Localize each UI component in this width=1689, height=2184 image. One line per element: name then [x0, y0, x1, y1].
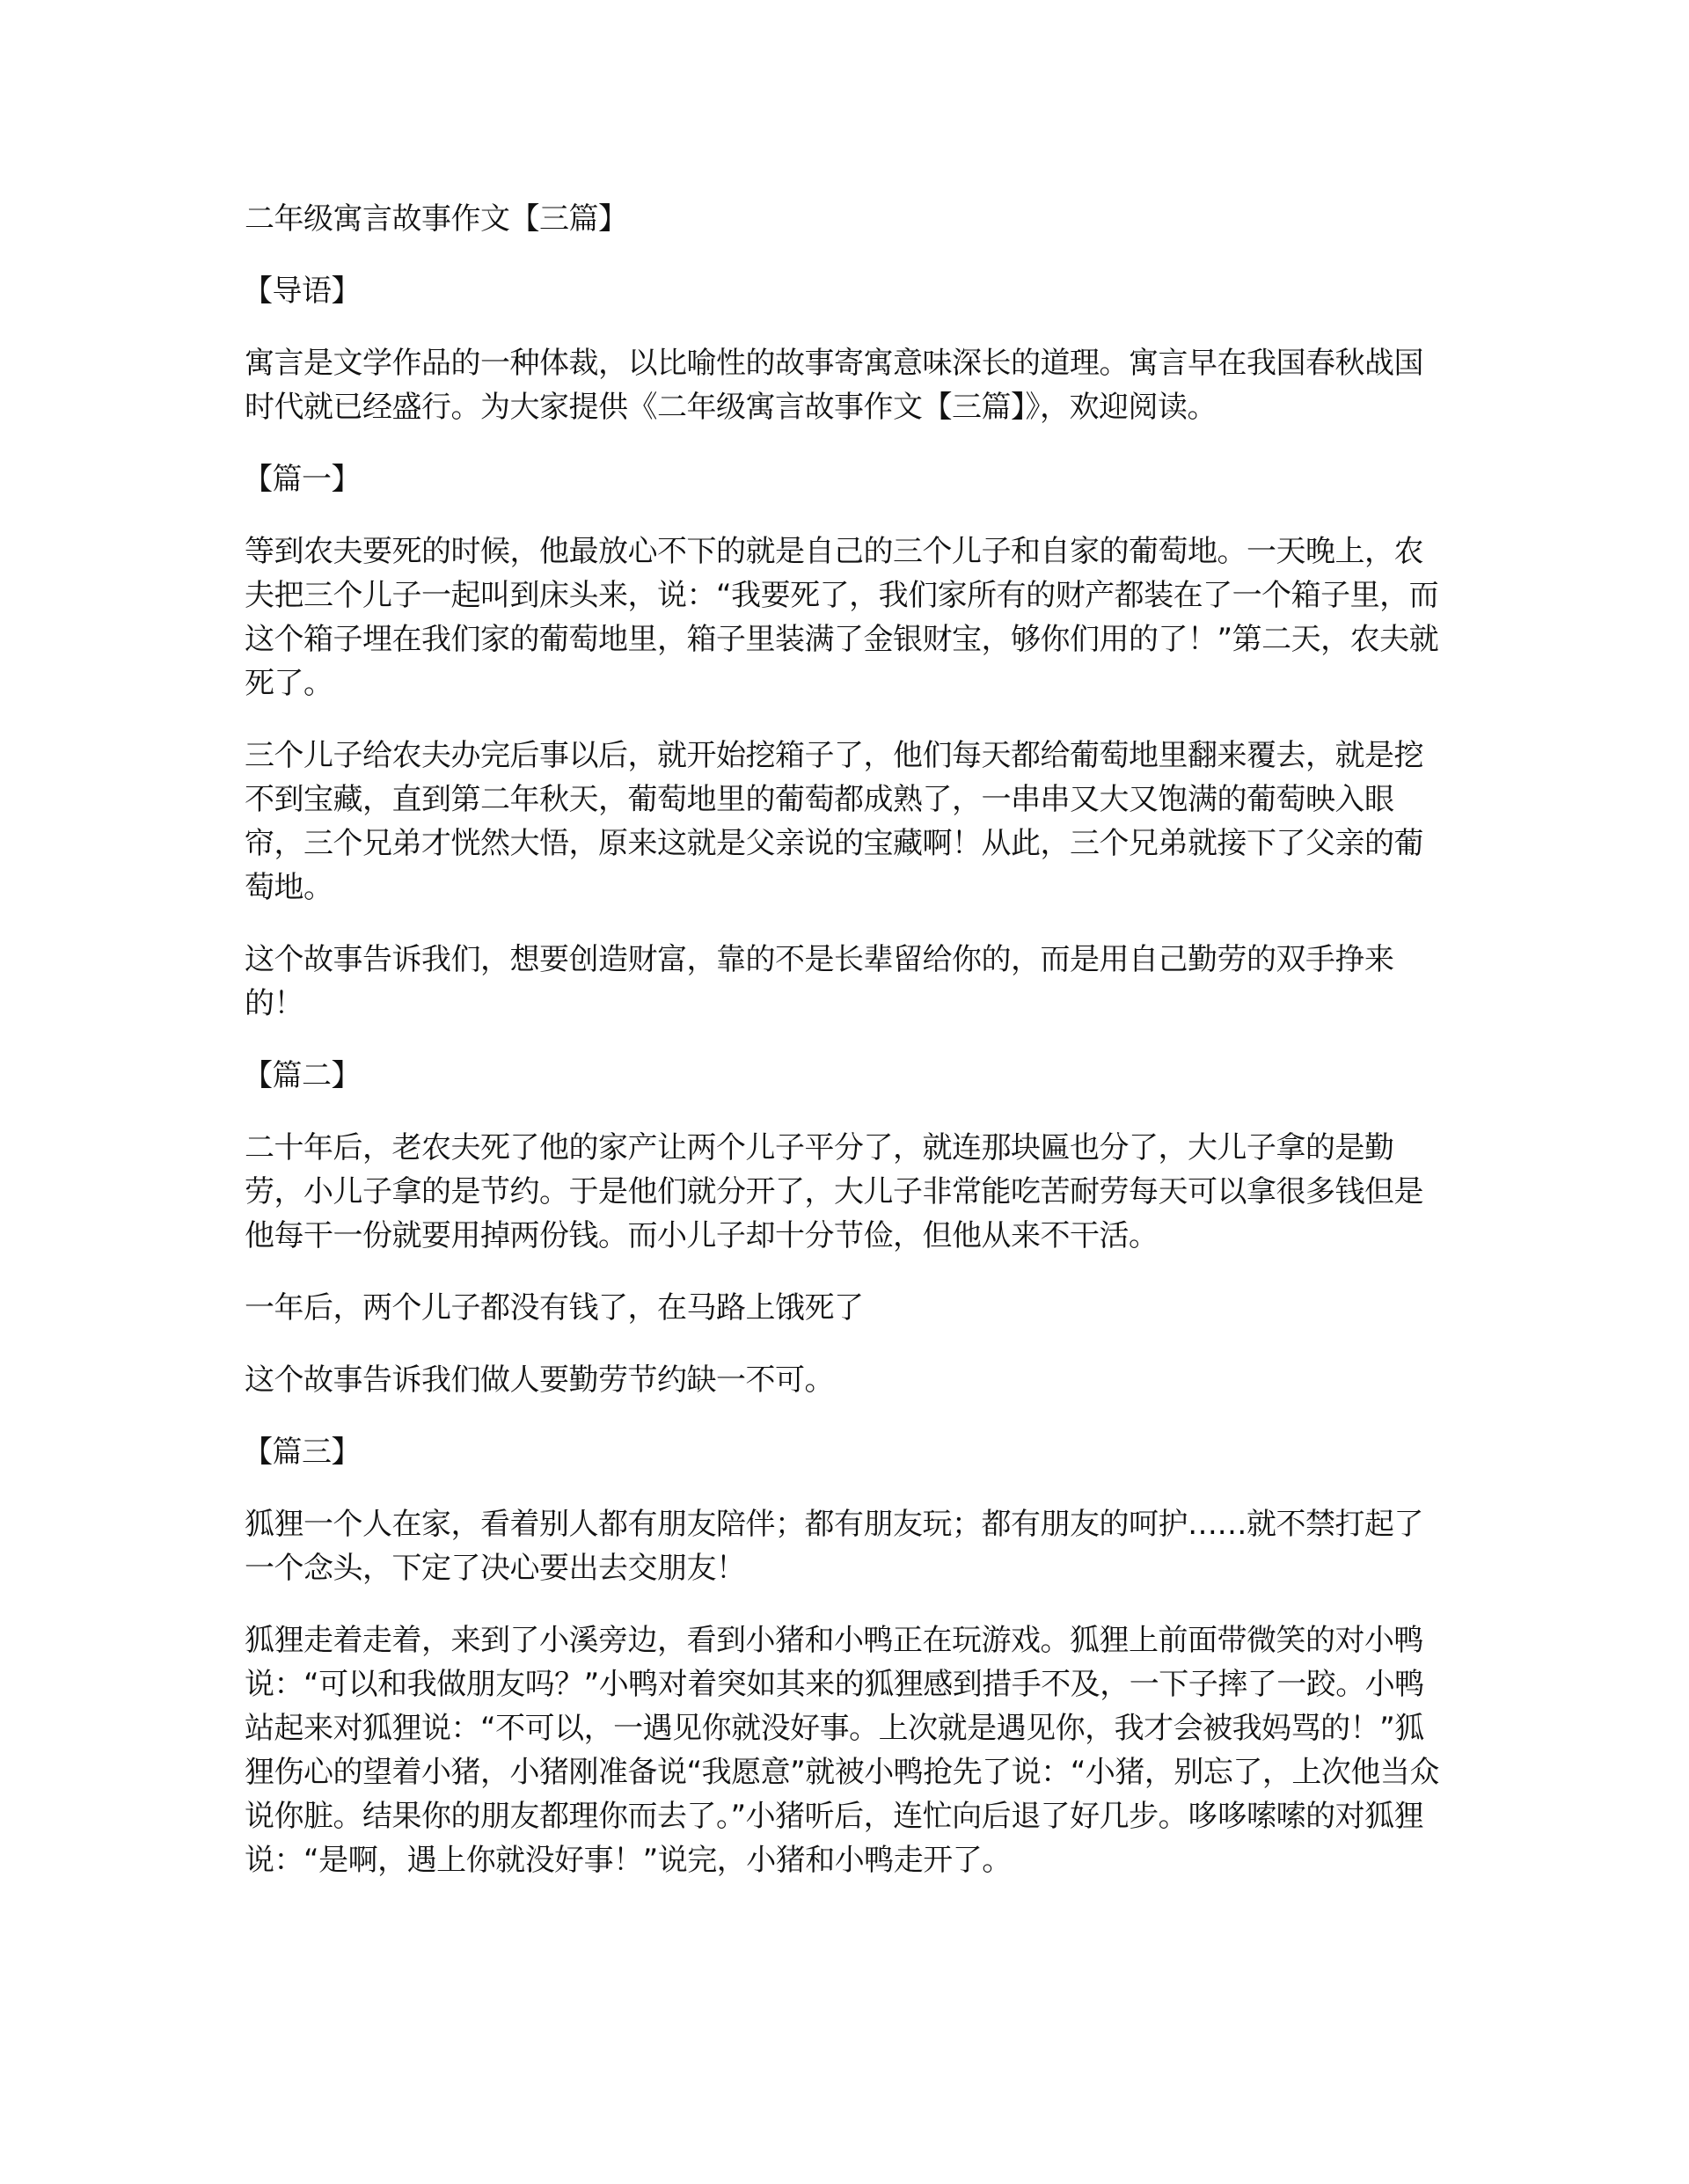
intro-heading: 【导语】 — [243, 274, 361, 309]
section-1-paragraph-3: 这个故事告诉我们，想要创造财富，靠的不是长辈留给你的，而是用自己勤劳的双手挣来的！ — [245, 942, 1394, 1021]
document-title: 二年级寓言故事作文【三篇】 — [245, 201, 628, 237]
section-1-paragraph-2: 三个儿子给农夫办完后事以后，就开始挖箱子了，他们每天都给葡萄地里翻来覆去，就是挖不到宝藏，直到第二年秋天，葡萄地里的葡萄都成熟了，一串串又大又饱满的葡萄映入眼帘，三个兄弟才恍然大悟，原来这就是父亲说的宝藏啊！从此，三个兄弟就接下了父亲的葡萄地。 — [245, 738, 1423, 905]
section-1-heading: 【篇一】 — [243, 462, 361, 497]
document-body — [245, 197, 1441, 1910]
section-2-paragraph-2: 一年后，两个儿子都没有钱了，在马路上饿死了 — [245, 1290, 864, 1326]
section-2-heading: 【篇二】 — [243, 1058, 361, 1093]
section-3-heading: 【篇三】 — [243, 1435, 361, 1470]
section-3-paragraph-2: 狐狸走着走着，来到了小溪旁边，看到小猪和小鸭正在玩游戏。狐狸上前面带微笑的对小鸭说：“可以和我做朋友吗？”小鸭对着突如其来的狐狸感到措手不及，一下子摔了一跤。小鸭站起来对狐狸说：“不可以，一遇见你就没好事。上次就是遇见你，我才会被我妈骂的！”狐狸伤心的望着小猪，小猪刚准备说“我愿意”就被小鸭抢先了说：“小猪，别忘了，上次他当众说你脏。结果你的朋友都理你而去了。”小猪听后，连忙向后退了好几步。哆哆嗦嗦的对狐狸说：“是啊，遇上你就没好事！”说完，小猪和小鸭走开了。 — [245, 1623, 1439, 1878]
section-2-paragraph-3: 这个故事告诉我们做人要勤劳节约缺一不可。 — [245, 1362, 834, 1398]
section-2-paragraph-1: 二十年后，老农夫死了他的家产让两个儿子平分了，就连那块匾也分了，大儿子拿的是勤劳，小儿子拿的是节约。于是他们就分开了，大儿子非常能吃苦耐劳每天可以拿很多钱但是他每干一份就要用掉两份钱。而小儿子却十分节俭，但他从来不干活。 — [245, 1130, 1423, 1253]
section-3-paragraph-1: 狐狸一个人在家，看着别人都有朋友陪伴；都有朋友玩；都有朋友的呵护……就不禁打起了一个念头，下定了决心要出去交朋友！ — [245, 1507, 1423, 1586]
section-1-paragraph-1: 等到农夫要死的时候，他最放心不下的就是自己的三个儿子和自家的葡萄地。一天晚上，农夫把三个儿子一起叫到床头来，说：“我要死了，我们家所有的财产都装在了一个箱子里，而这个箱子埋在我们家的葡萄地里，箱子里装满了金银财宝，够你们用的了！”第二天，农夫就死了。 — [245, 534, 1439, 701]
intro-paragraph: 寓言是文学作品的一种体裁，以比喻性的故事寄寓意味深长的道理。寓言早在我国春秋战国时代就已经盛行。为大家提供《二年级寓言故事作文【三篇】》，欢迎阅读。 — [245, 346, 1423, 425]
